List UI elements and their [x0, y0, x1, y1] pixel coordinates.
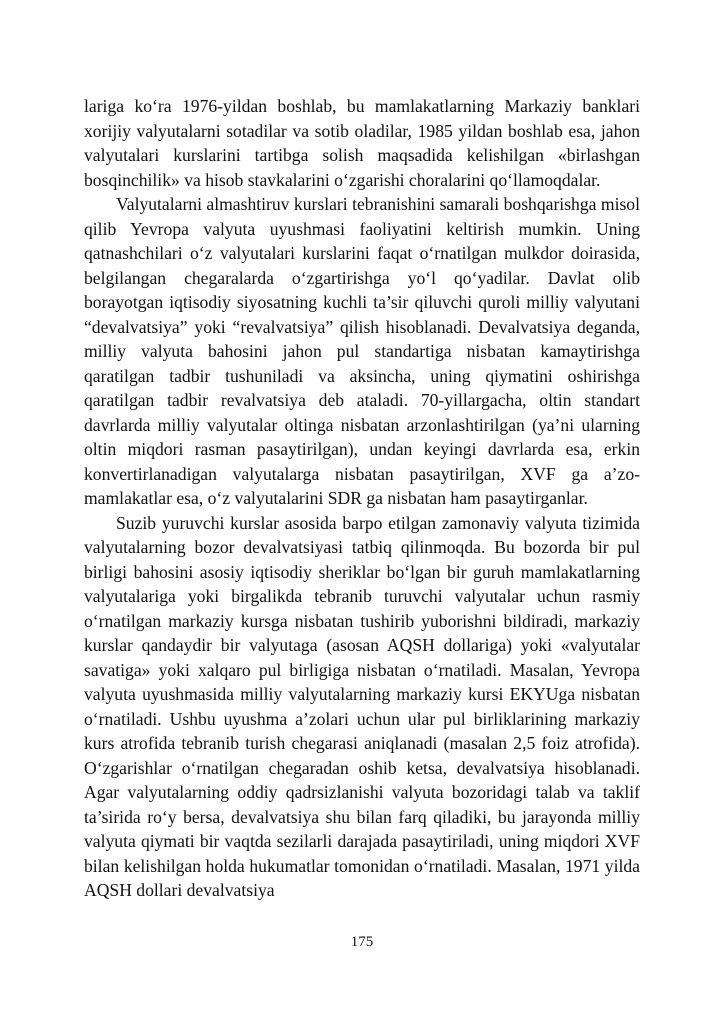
- paragraph-exchange-rate-regulation: Valyutalarni almashtiruv kurslari tebranishini samarali boshqarishga misol qilib Yevropa valyuta uyushmasi faoliyatini keltirish mumkin. Uning qatnashchilari o‘z valyutalari kurslarini faqat o‘rnatilgan mulkdor doirasida, belgilangan chegaralarda o‘zgartirishga yo‘l qo‘yadilar. Davlat olib borayotgan iqtisodiy siyosatning kuchli ta’sir qiluvchi quroli milliy valyutani “devalvatsiya” yoki “revalvatsiya” qilish hisoblanadi. Devalvatsiya deganda, milliy valyuta bahosini jahon pul standartiga nisbatan kamaytirishga qaratilgan tadbir tushuniladi va aksincha, uning qiymatini oshirishga qaratilgan tadbir revalvatsiya deb ataladi. 70-yillargacha, oltin standart davrlarda milliy valyutalar oltinga nisbatan arzonlashtirilgan (ya’ni ularning oltin miqdori rasman pasaytirilgan), undan keyingi davrlarda esa, erkin konvertirlanadigan valyutalarga nisbatan pasaytirilgan, XVF ga a’zo-mamlakatlar esa, o‘z valyutalarini SDR ga nisbatan ham pasaytirganlar.: [84, 194, 640, 508]
- body-text: [84, 94, 640, 903]
- page-number: 175: [350, 934, 374, 950]
- paragraph-floating-rates: Suzib yuruvchi kurslar asosida barpo etilgan zamonaviy valyuta tizimida valyutalarning bozor devalvatsiyasi tatbiq qilinmoqda. Bu bozorda bir pul birligi bahosini asosiy iqtisodiy sheriklar bo‘lgan bir guruh mamlakatlarning valyutalariga yoki birgalikda tebranib turuvchi valyutalar uchun rasmiy o‘rnatilgan markaziy kursga nisbatan tushirib yuborishni bildiradi, markaziy kurslar qandaydir bir valyutaga (asosan AQSH dollariga) yoki «valyutalar savatiga» yoki xalqaro pul birligiga nisbatan o‘rnatiladi. Masalan, Yevropa valyuta uyushmasida milliy valyutalarning markaziy kursi EKYUga nisbatan o‘rnatiladi. Ushbu uyushma a’zolari uchun ular pul birliklarining markaziy kurs atrofida tebranib turish chegarasi aniqlanadi (masalan 2,5 foiz atrofida). O‘zgarishlar o‘rnatilgan chegaradan oshib ketsa, devalvatsiya hisoblanadi. Agar valyutalarning oddiy qadrsizlanishi valyuta bozoridagi talab va taklif ta’sirida ro‘y bersa, devalvatsiya shu bilan farq qiladiki, bu jarayonda milliy valyuta qiymati bir vaqtda sezilarli darajada pasaytiriladi, uning miqdori XVF bilan kelishilgan holda hukumatlar tomonidan o‘rnatiladi. Masalan, 1971 yilda AQSH dollari devalvatsiya: [84, 512, 640, 900]
- paragraph-continuation: lariga ko‘ra 1976-yildan boshlab, bu mamlakatlarning Markaziy banklari xorijiy valyutalarni sotadilar va sotib oladilar, 1985 yildan boshlab esa, jahon valyutalari kurslarini tartibga solish maqsadida kelishilgan «birlashgan bosqinchilik» va hisob stavkalarini o‘zgarishi choralarini qo‘llamoqdalar.: [84, 96, 640, 190]
